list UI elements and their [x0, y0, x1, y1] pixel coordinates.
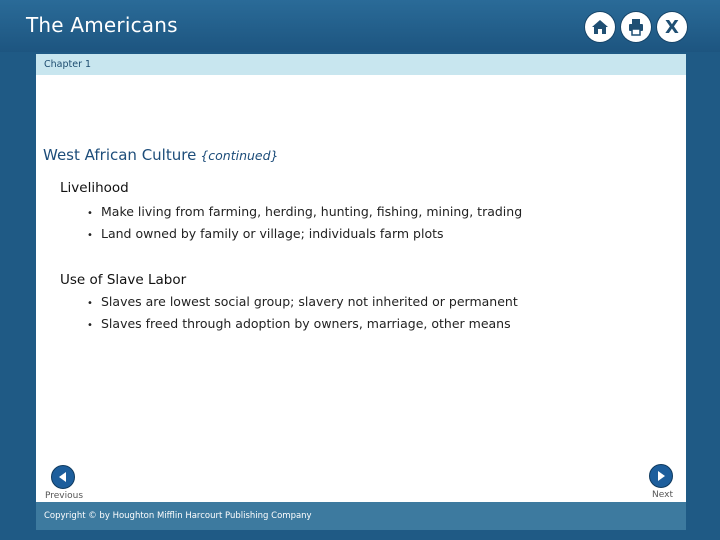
bullet-item: [87, 226, 444, 241]
footer-bar: [36, 502, 686, 530]
previous-button[interactable]: [51, 465, 75, 489]
close-button[interactable]: [657, 12, 687, 42]
slide-frame: [36, 54, 686, 530]
next-button[interactable]: [649, 464, 673, 488]
section-title-slave-labor: Use of Slave Labor: [60, 272, 187, 288]
arrow-right-icon: [655, 470, 667, 482]
section-title-livelihood: Livelihood: [60, 180, 129, 196]
copyright-text: Copyright © by Houghton Mifflin Harcourt Publishing Company: [44, 511, 312, 521]
bullet-text: Make living from farming, herding, hunting, fishing, mining, trading: [101, 204, 523, 219]
app-title: The Americans: [26, 13, 178, 37]
bullet-glyph: •: [87, 298, 93, 309]
bullet-glyph: •: [87, 230, 93, 241]
print-button[interactable]: [621, 12, 651, 42]
chapter-label: Chapter 1: [44, 59, 92, 70]
bullet-text: Slaves are lowest social group; slavery not inherited or permanent: [101, 294, 518, 309]
bullet-glyph: •: [87, 208, 93, 219]
home-button[interactable]: [585, 12, 615, 42]
arrow-left-icon: [57, 471, 69, 483]
bullet-glyph: •: [87, 320, 93, 331]
home-icon: [591, 18, 609, 36]
previous-label[interactable]: Previous: [45, 491, 84, 501]
next-label[interactable]: Next: [652, 490, 673, 500]
slide-heading-main: West African Culture: [43, 146, 197, 164]
title-bar: [0, 0, 720, 52]
bullet-text: Land owned by family or village; individuals farm plots: [101, 226, 444, 241]
close-icon: X: [665, 16, 679, 38]
bullet-item: [87, 294, 518, 309]
bullet-item: [87, 316, 511, 331]
bullet-item: [87, 204, 522, 219]
bullet-text: Slaves freed through adoption by owners, marriage, other means: [101, 316, 511, 331]
print-icon: [627, 18, 645, 36]
slide-heading: [43, 146, 279, 164]
slide-heading-continued: {continued}: [200, 148, 279, 163]
chapter-bar: [36, 54, 686, 75]
